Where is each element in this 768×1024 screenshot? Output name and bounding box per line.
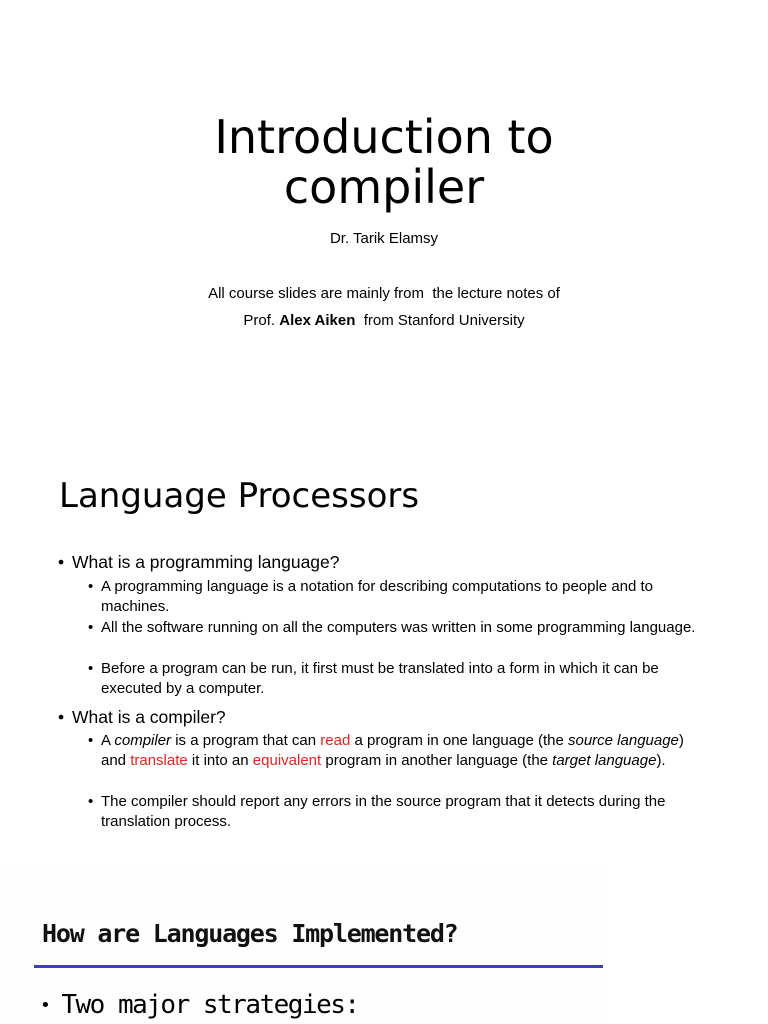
bullet-question-2 bbox=[58, 706, 226, 728]
slide1-title-line2: compiler bbox=[283, 160, 485, 214]
slide1-author: Dr. Tarik Elamsy bbox=[329, 230, 439, 247]
slide3-title-rule bbox=[34, 965, 603, 968]
sub-bullet-4 bbox=[88, 731, 713, 770]
slide3-title: How are Languages Implemented? bbox=[42, 919, 458, 948]
def-target-language: target language bbox=[552, 751, 657, 769]
credit-name: Alex Aiken bbox=[279, 312, 356, 329]
slide3-bullet bbox=[40, 990, 359, 1021]
def-a: A bbox=[101, 732, 115, 749]
credit-prefix: Prof. bbox=[243, 312, 280, 329]
slide3-bullet-text: Two major strategies: bbox=[61, 990, 359, 1020]
sub-bullet-1-text: A programming language is a notation for describing computations to people and to machines. bbox=[101, 578, 654, 615]
def-t6: ). bbox=[656, 751, 666, 769]
def-t3: ) and bbox=[101, 732, 684, 769]
def-equivalent-highlight: equivalent bbox=[252, 751, 322, 769]
bullet-dot-icon: • bbox=[88, 732, 94, 749]
slide1-credit-line1: All course slides are mainly from the lecture notes of bbox=[208, 285, 560, 302]
def-compiler: compiler bbox=[114, 732, 172, 749]
sub-bullet-2-text: All the software running on all the computers was written in some programming language. bbox=[101, 619, 696, 636]
bullet-dot-icon: • bbox=[88, 793, 94, 810]
sub-bullet-3 bbox=[88, 659, 713, 698]
sub-bullet-5 bbox=[88, 792, 713, 831]
slide1-credit-line2 bbox=[0, 312, 768, 330]
sub-bullet-1 bbox=[88, 577, 713, 616]
slide1-title bbox=[0, 112, 768, 212]
def-t5: program in another language (the bbox=[321, 751, 553, 769]
sub-bullet-5-text: The compiler should report any errors in the source program that it detects during the translation process. bbox=[101, 793, 666, 830]
def-read-highlight: read bbox=[320, 732, 351, 749]
compiler-definition bbox=[101, 731, 713, 770]
slide2-title: Language Processors bbox=[59, 476, 420, 516]
bullet-dot-icon: • bbox=[88, 619, 94, 636]
credit-suffix: from Stanford University bbox=[355, 312, 525, 329]
bullet-dot-icon: • bbox=[40, 994, 50, 1016]
def-t2: a program in one language (the bbox=[350, 732, 568, 749]
def-t4: it into an bbox=[187, 751, 253, 769]
bullet-question-1-text: What is a programming language? bbox=[72, 552, 340, 572]
bullet-dot-icon: • bbox=[88, 660, 94, 677]
def-translate-highlight: translate bbox=[130, 751, 188, 769]
bullet-question-2-text: What is a compiler? bbox=[72, 707, 226, 727]
sub-bullet-3-text: Before a program can be run, it first must be translated into a form in which it can be executed by a computer. bbox=[101, 660, 659, 697]
bullet-dot-icon: • bbox=[88, 578, 94, 595]
bullet-question-1 bbox=[58, 551, 340, 573]
def-source-language: source language bbox=[567, 732, 679, 749]
def-t1: is a program that can bbox=[171, 732, 321, 749]
slide1-title-line1: Introduction to bbox=[214, 110, 554, 164]
sub-bullet-2 bbox=[88, 618, 713, 638]
